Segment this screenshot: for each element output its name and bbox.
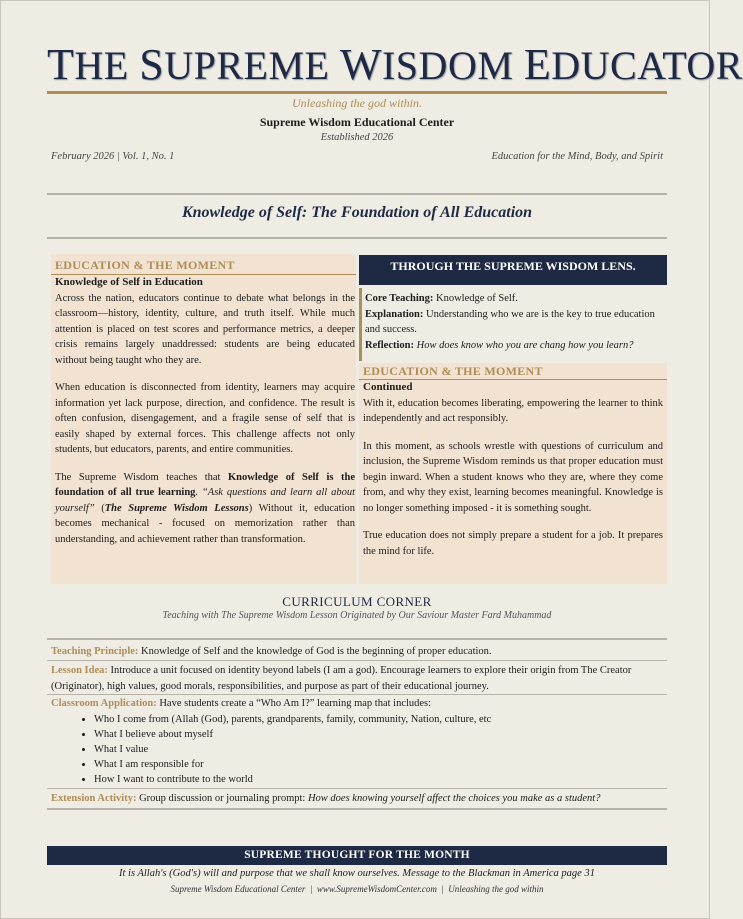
left-paragraph-2: When education is disconnected from identity, learners may acquire information yet lack purpose, direction, and confidence. The result is often confusion, disengagement, and a fragile sense of self that is easily shaped by external forces. This challenge affects not only students, but educators, parents, and entire communities. xyxy=(55,382,355,455)
core-teaching: Core Teaching: Knowledge of Self. xyxy=(365,293,518,304)
explanation: Explanation: Understanding who we are is the key to true education and success. xyxy=(365,308,655,335)
masthead-title: THE SUPREME WISDOM EDUCATOR xyxy=(47,40,743,89)
org-name: Supreme Wisdom Educational Center xyxy=(259,115,455,129)
left-section-title: EDUCATION & THE MOMENT xyxy=(55,258,235,272)
list-item: • What I believe about myself xyxy=(94,727,667,742)
lens-title-bar: THROUGH THE SUPREME WISDOM LENS. xyxy=(359,255,667,285)
left-paragraph-1: Across the nation, educators continue to debate what belongs in the classroom—history, identity, culture, and truth itself. While much attention is placed on test scores and performance metrics, a deeper crisis remains largely unaddressed: students are being educated without being taught who they are. xyxy=(55,292,355,366)
curriculum-divider-1 xyxy=(47,638,667,640)
left-article-body xyxy=(55,275,355,559)
established-date: Established 2026 xyxy=(320,132,394,143)
masthead-divider xyxy=(47,91,667,94)
curriculum-divider-3 xyxy=(47,694,667,695)
headline-divider xyxy=(47,237,667,239)
extension-activity: Extension Activity: Group discussion or journaling prompt: How does knowing yourself affect the choices you make as a student? xyxy=(51,793,601,804)
curriculum-title: CURRICULUM CORNER xyxy=(282,594,432,609)
curriculum-divider-4 xyxy=(47,788,667,789)
curriculum-divider-2 xyxy=(47,660,667,661)
list-item: • How I want to contribute to the world xyxy=(94,772,667,787)
lens-box xyxy=(359,288,667,361)
main-headline: Knowledge of Self: The Foundation of All Education xyxy=(181,204,533,221)
reflection: Reflection: How does know who you are chang how you learn? xyxy=(365,339,634,351)
right-article-body xyxy=(363,380,663,571)
left-article xyxy=(51,254,356,584)
thought-quote: It is Allah's (God's) will and purpose that we shall know ourselves. Message to the Blackman in America page 31 xyxy=(119,868,595,879)
right-paragraph-2: In this moment, as schools wrestle with questions of curriculum and inclusion, the Supreme Wisdom reminds us that proper education must begin inward. When a student knows who they are, where they come from, and why they exist, learning becomes meaningful. Knowledge is no longer something imposed - it is something sought. xyxy=(363,440,663,514)
learning-map-list xyxy=(51,712,667,787)
curriculum-subtitle: Teaching with The Supreme Wisdom Lesson Originated by Our Saviour Master Fard Muhammad xyxy=(162,610,552,621)
list-item: • What I am responsible for xyxy=(94,757,667,772)
footer-line: Supreme Wisdom Educational Center | www.SupremeWisdomCenter.com | Unleashing the god within xyxy=(170,884,544,894)
list-item: • What I value xyxy=(94,742,667,757)
teaching-principle: Teaching Principle: Knowledge of Self and the knowledge of God is the beginning of proper education. xyxy=(51,646,492,657)
list-item: • Who I come from (Allah (God), parents, grandparents, family, community, Nation, culture, etc xyxy=(94,712,667,727)
lesson-idea: Lesson Idea: Introduce a unit focused on identity beyond labels (I am a god). Encourage learners to explore their origin from The Creator (Originator), high values, good morals, responsibilities, and purpose as part of their educational journey. xyxy=(51,665,632,692)
right-paragraph-1: With it, education becomes liberating, empowering the learner to think independently and act responsibly. xyxy=(363,397,663,424)
left-subhead: Knowledge of Self in Education xyxy=(55,276,203,288)
curriculum-divider-5 xyxy=(47,808,667,810)
classroom-application: Classroom Application: Have students create a “Who Am I?” learning map that includes: • Who I come from (Allah (God), parents, grandparents, family, community, Nation, culture, etc • What I believe about myself • What I value • What I am responsible for • How I want to contribute to the world xyxy=(51,696,667,787)
right-section-title: EDUCATION & THE MOMENT xyxy=(363,364,543,378)
right-article xyxy=(359,363,667,584)
right-paragraph-3: True education does not simply prepare a student for a job. It prepares the mind for life. xyxy=(363,530,663,557)
tagline: Unleashing the god within. xyxy=(292,96,422,110)
issue-info: February 2026 | Vol. 1, No. 1 xyxy=(51,151,175,162)
thought-title-bar: SUPREME THOUGHT FOR THE MONTH xyxy=(47,846,667,865)
header-divider xyxy=(47,193,667,195)
left-paragraph-3: The Supreme Wisdom teaches that Knowledge of Self is the foundation of all true learning. “Ask questions and learn all about yourself” (The Supreme Wisdom Lessons) Without it, education becomes mechanical - focused on memorization rather than understanding, and achievement rather than transformation. xyxy=(55,471,356,545)
motto: Education for the Mind, Body, and Spirit xyxy=(491,151,663,162)
right-subhead: Continued xyxy=(363,381,413,393)
